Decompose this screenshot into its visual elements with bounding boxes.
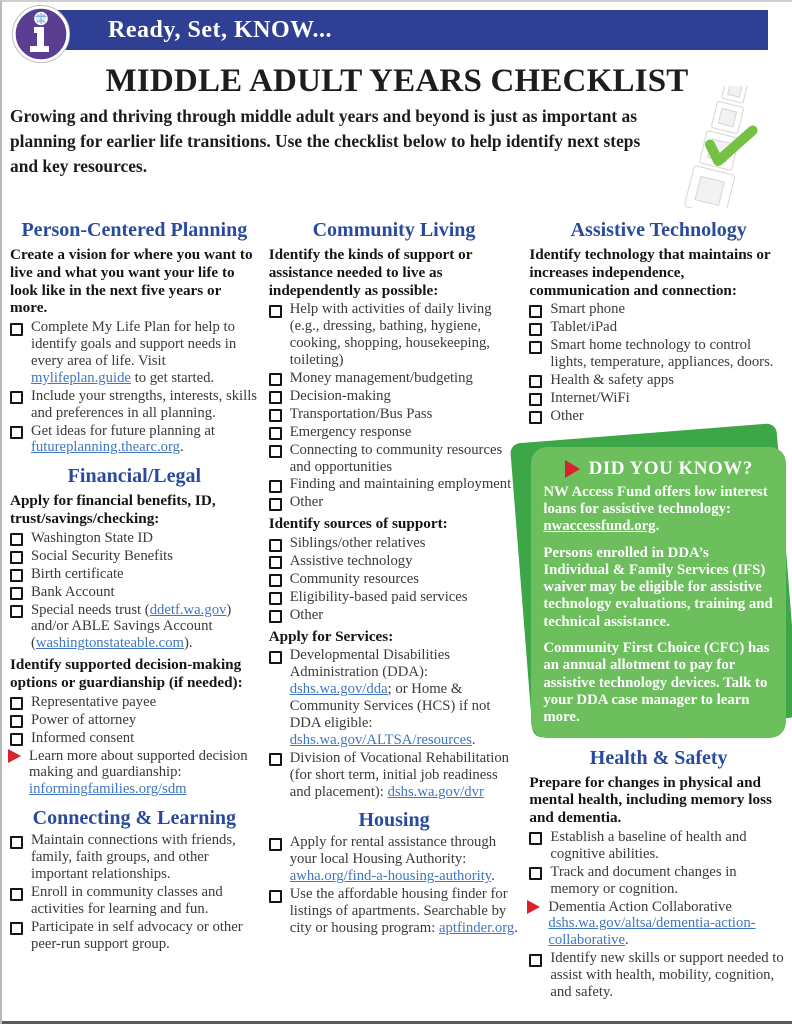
inline-link[interactable]: dshs.wa.gov/altsa/dementia-action-collaborative [548, 915, 756, 949]
item-text: Birth certificate [31, 565, 124, 582]
checkbox-bullet-icon [269, 592, 282, 605]
checkbox-bullet-icon [10, 426, 23, 439]
checklist-item [269, 834, 520, 885]
checkbox-bullet-icon [269, 409, 282, 422]
checklist-item [269, 301, 520, 369]
item-text: Health & safety apps [550, 371, 674, 388]
checkbox-bullet-icon [10, 391, 23, 404]
item-text: Other [289, 606, 324, 623]
column-1 [10, 216, 259, 1002]
checklist-item [529, 829, 788, 863]
checklist-item [10, 602, 259, 653]
checkbox-bullet-icon [10, 888, 23, 901]
checklist-item [529, 864, 788, 898]
banner-title: Ready, Set, KNOW... [108, 16, 332, 43]
checklist-item [529, 301, 788, 318]
checklist-item [10, 530, 259, 547]
checklist-item [269, 886, 520, 937]
item-text: Smart home technology to control lights, temperature, appliances, doors. [550, 337, 774, 371]
checkbox-bullet-icon [529, 341, 542, 354]
section-heading: Housing [358, 809, 430, 832]
item-text: Identify new skills or support needed to assist with health, mobility, cognition, and safety. [550, 950, 784, 1001]
checkbox-bullet-icon [269, 574, 282, 587]
intro-section [10, 104, 784, 212]
checkbox-bullet-icon [529, 323, 542, 336]
section-heading: Financial/Legal [67, 465, 202, 488]
item-text: Establish a baseline of health and cognitive abilities. [550, 828, 747, 862]
checklist-item [529, 372, 788, 389]
did-you-know-paragraph: NW Access Fund offers low interest loans for assistive technology: nwaccessfund.org. [543, 483, 768, 535]
inline-link[interactable]: futureplanning.thearc.org [31, 439, 180, 456]
section-lead: Create a vision for where you want to live and what you want your life to look like in the next five years or more. [10, 246, 253, 317]
item-text: Complete My Life Plan for help to identify goals and support needs in every area of life. Visit mylifeplan.guide to get started. [31, 319, 237, 386]
checkbox-bullet-icon [10, 715, 23, 728]
item-text: Dementia Action Collaborative dshs.wa.gov/altsa/dementia-action-collaborative. [548, 898, 756, 949]
checkbox-bullet-icon [269, 539, 282, 552]
item-text: Connecting to community resources and opportunities [289, 441, 503, 475]
checkbox-bullet-icon [529, 375, 542, 388]
item-text: Other [289, 494, 324, 511]
checklist-item [269, 535, 520, 552]
section-lead: Identify supported decision-making options or guardianship (if needed): [10, 656, 243, 692]
checklist-item [269, 553, 520, 570]
item-text: Help with activities of daily living (e.g., dressing, bathing, hygiene, cooking, shopping, housekeeping, toileting) [289, 301, 492, 369]
checklist-item [269, 442, 520, 476]
item-text: Bank Account [31, 583, 115, 600]
inline-link[interactable]: mylifeplan.guide [31, 369, 131, 386]
section-lead: Identify the kinds of support or assistance needed to live as independently as possible: [268, 246, 473, 299]
header-banner [30, 10, 768, 50]
item-text: Other [550, 407, 584, 424]
checkbox-bullet-icon [529, 411, 542, 424]
item-text: Participate in self advocacy or other peer-run support group. [31, 918, 243, 952]
did-you-know-paragraph: Community First Choice (CFC) has an annual allotment to pay for assistive technology devices. Talk to your DDA case manager to learn more. [543, 640, 770, 726]
item-text: Social Security Benefits [31, 547, 173, 564]
checklist-item [10, 566, 259, 583]
item-text: Emergency response [289, 423, 412, 440]
inline-link[interactable]: dshs.wa.gov/dvr [387, 783, 484, 800]
checklist-item [269, 750, 520, 801]
checkbox-bullet-icon [529, 954, 542, 967]
checkbox-bullet-icon [529, 867, 542, 880]
checkbox-bullet-icon [269, 391, 282, 404]
item-text: Include your strengths, interests, skills and preferences in all planning. [31, 387, 257, 421]
checkbox-bullet-icon [269, 556, 282, 569]
checklist-item [269, 607, 520, 624]
inline-link[interactable]: nwaccessfund.org [543, 518, 656, 535]
item-text: Tablet/iPad [550, 319, 618, 336]
did-you-know-paragraph: Persons enrolled in DDA’s Individual & Family Services (IFS) waiver may be eligible for assistive technology evaluations, training and technical assistance. [543, 544, 773, 630]
checklist-item [10, 548, 259, 565]
item-text: Smart phone [550, 301, 626, 318]
inline-link[interactable]: dshs.wa.gov/dda [289, 681, 388, 698]
checklist-item [529, 337, 788, 371]
inline-link[interactable]: awha.org/find-a-housing-authority [289, 868, 492, 885]
section-lead: Identify technology that maintains or increases independence, communication and connection: [529, 246, 771, 299]
checkbox-bullet-icon [10, 551, 23, 564]
checkbox-bullet-icon [10, 323, 23, 336]
checkbox-bullet-icon [269, 890, 282, 903]
checkbox-bullet-icon [10, 605, 23, 618]
checklist-item [10, 423, 259, 457]
checklist-item [10, 584, 259, 601]
item-text: Internet/WiFi [550, 389, 630, 406]
item-text: Learn more about supported decision making and guardianship: informingfamilies.org/sdm [29, 747, 248, 798]
section-heading: Health & Safety [589, 746, 728, 769]
item-text: Maintain connections with friends, family, faith groups, and other important relationships. [31, 832, 236, 883]
section-heading: Assistive Technology [570, 219, 747, 241]
item-text: Money management/budgeting [289, 369, 473, 386]
checklist-item [269, 388, 520, 405]
checklist-item [269, 589, 520, 606]
section-lead: Apply for financial benefits, ID, trust/savings/checking: [10, 492, 216, 528]
did-you-know-title-row [543, 458, 774, 480]
item-text: Decision-making [289, 387, 391, 404]
checklist-item [529, 950, 788, 1001]
checkbox-bullet-icon [269, 610, 282, 623]
checklist-item [269, 476, 520, 493]
checkbox-bullet-icon [10, 733, 23, 746]
section-heading: Community Living [312, 219, 476, 241]
inline-link[interactable]: washingtonstateable.com [35, 635, 184, 652]
item-text: Informed consent [31, 729, 135, 746]
checkbox-bullet-icon [269, 651, 282, 664]
item-text: Power of attorney [31, 711, 137, 728]
item-text: Special needs trust (ddetf.wa.gov) and/or ABLE Savings Account (washingtonstateable.com). [31, 601, 232, 652]
item-text: Transportation/Bus Pass [289, 405, 433, 422]
checkbox-bullet-icon [10, 922, 23, 935]
section-heading: Connecting & Learning [32, 807, 237, 830]
inline-link[interactable]: ddetf.wa.gov [149, 601, 227, 618]
column-3 [529, 216, 788, 1002]
item-text: Division of Vocational Rehabilitation (for short term, initial job readiness and placement): dshs.wa.gov/dvr [289, 749, 510, 800]
inline-link[interactable]: informingfamilies.org/sdm [29, 781, 187, 798]
did-you-know-title: DID YOU KNOW? [588, 457, 753, 479]
item-text: Apply for rental assistance through your local Housing Authority: awha.org/find-a-housing-authority. [289, 834, 497, 885]
checkbox-bullet-icon [269, 305, 282, 318]
inline-link[interactable]: aptfinder.org [439, 920, 515, 936]
checkbox-bullet-icon [269, 373, 282, 386]
checkbox-bullet-icon [10, 697, 23, 710]
checkbox-art-icon [660, 86, 788, 208]
item-text: Track and document changes in memory or cognition. [550, 863, 737, 897]
section-lead: Prepare for changes in physical and mental health, including memory loss and dementia. [529, 773, 772, 827]
checklist-item [269, 647, 520, 748]
checklist-item [10, 832, 259, 883]
item-text: Use the affordable housing finder for listings of apartments. Searchable by city or housing program: aptfinder.org. [289, 886, 518, 936]
section-heading: Person-Centered Planning [21, 219, 248, 241]
checkbox-bullet-icon [10, 569, 23, 582]
checkbox-bullet-icon [269, 427, 282, 440]
checklist-item [10, 694, 259, 711]
checklist-item [529, 408, 788, 425]
info-icon [12, 5, 70, 63]
checklist-item [529, 899, 788, 950]
checkbox-bullet-icon [529, 393, 542, 406]
inline-link[interactable]: dshs.wa.gov/ALTSA/resources [289, 731, 472, 748]
arrow-bullet-icon [8, 749, 21, 763]
checkbox-bullet-icon [269, 753, 282, 766]
item-text: Community resources [289, 570, 419, 587]
page-title: MIDDLE ADULT YEARS CHECKLIST [105, 63, 689, 99]
checklist-item [10, 919, 259, 953]
item-text: Eligibility-based paid services [289, 588, 468, 605]
item-text: Representative payee [31, 693, 157, 710]
checklist-item [10, 712, 259, 729]
checklist-item [10, 730, 259, 747]
checklist-item [529, 390, 788, 407]
checkbox-bullet-icon [269, 480, 282, 493]
checklist-item [10, 748, 259, 799]
section-lead: Apply for Services: [268, 627, 394, 645]
item-text: Washington State ID [31, 529, 154, 546]
checklist-item [529, 319, 788, 336]
checklist-item [269, 494, 520, 511]
checklist-columns [2, 212, 792, 1002]
arrow-bullet-icon [565, 460, 580, 478]
item-text: Get ideas for future planning at futureplanning.thearc.org. [31, 422, 215, 456]
item-text: Assistive technology [289, 552, 413, 569]
checklist-item [10, 319, 259, 387]
item-text: Developmental Disabilities Administration (DDA): dshs.wa.gov/dda; or Home & Community Services (HCS) if not DDA eligible: dshs.wa.gov/ALTSA/resources. [289, 647, 491, 748]
checklist-item [269, 424, 520, 441]
checkbox-bullet-icon [269, 498, 282, 511]
checkbox-bullet-icon [269, 838, 282, 851]
column-2 [269, 216, 520, 1002]
checklist-item [10, 884, 259, 918]
checklist-item [269, 406, 520, 423]
did-you-know-body [531, 447, 786, 738]
item-text: Enroll in community classes and activities for learning and fun. [31, 884, 223, 917]
checkbox-bullet-icon [269, 445, 282, 458]
checkbox-bullet-icon [529, 305, 542, 318]
checklist-item [10, 388, 259, 422]
checkbox-bullet-icon [10, 836, 23, 849]
arrow-bullet-icon [527, 900, 540, 914]
section-lead: Identify sources of support: [268, 515, 448, 533]
checklist-item [269, 571, 520, 588]
checkbox-bullet-icon [529, 832, 542, 845]
item-text: Finding and maintaining employment [289, 476, 512, 493]
intro-text: Growing and thriving through middle adult years and beyond is just as important as planning for earlier life transitions. Use the checklist below to help identify next steps and key resources. [10, 106, 641, 176]
did-you-know-box [531, 447, 786, 738]
item-text: Siblings/other relatives [289, 535, 426, 551]
checklist-item [269, 370, 520, 387]
checkbox-bullet-icon [10, 533, 23, 546]
checkbox-bullet-icon [10, 587, 23, 600]
